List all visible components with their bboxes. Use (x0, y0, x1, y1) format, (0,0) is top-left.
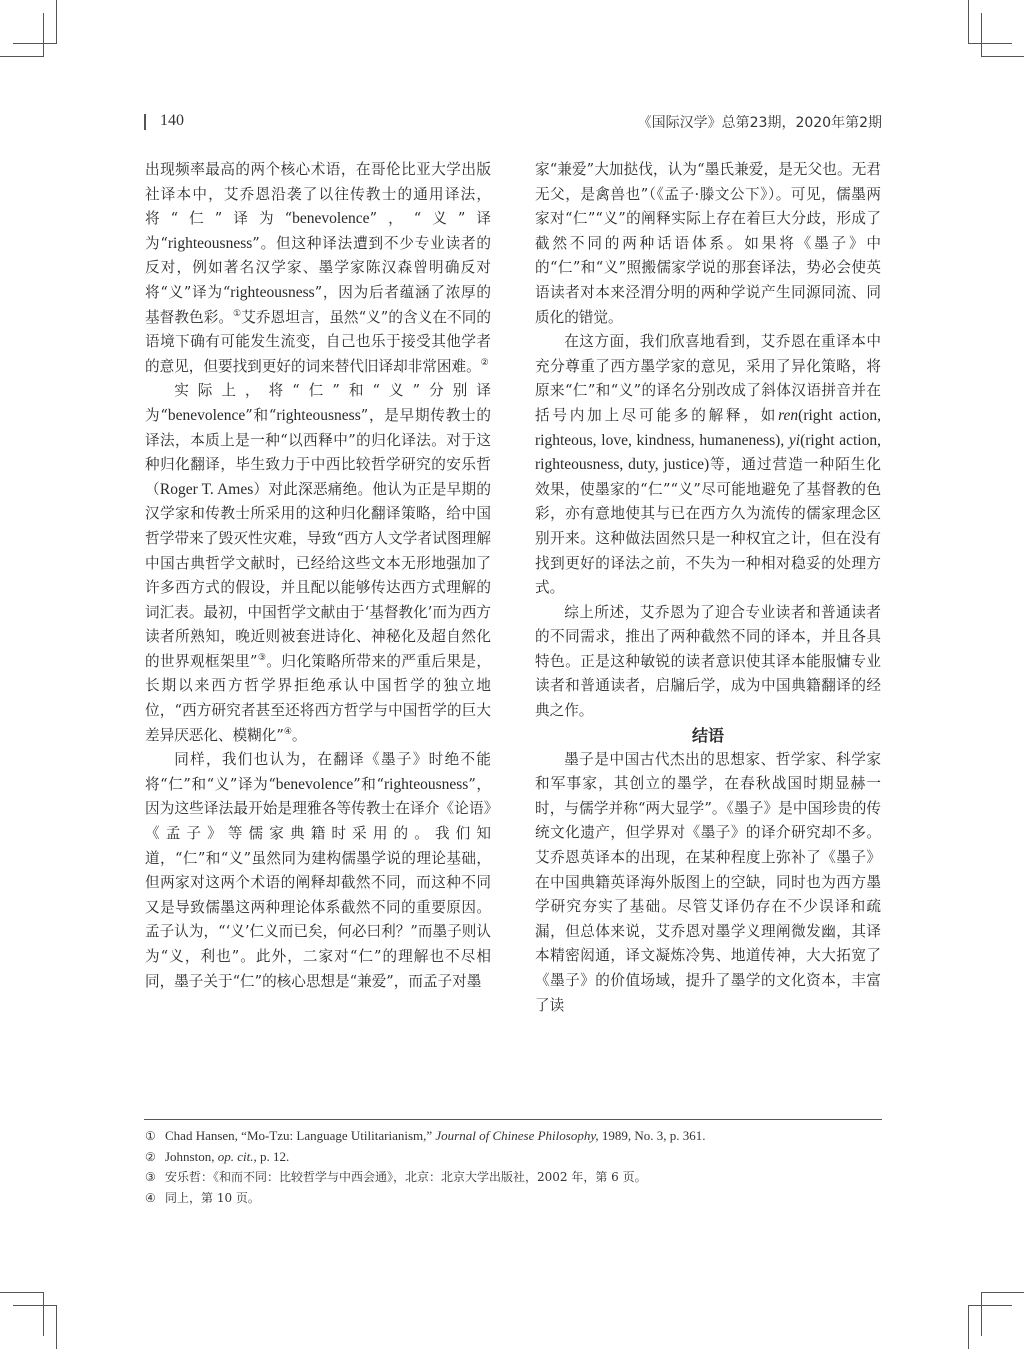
english-gloss: (right action, righteousness, duty, justice) (535, 431, 881, 474)
right-column (535, 158, 881, 1018)
running-head: 《国际汉学》总第23期，2020年第2期 (637, 115, 882, 131)
crop-mark-bottom-right-v (981, 1292, 982, 1336)
paragraph: 综上所述，艾乔恩为了迎合专业读者和普通读者的不同需求，推出了两种截然不同的译本，并且各具特色。正是这种敏锐的读者意识使其译本能服慵专业读者和普通读者，启牖后学，成为中国典籍翻译的经典之作。 (535, 603, 881, 720)
paragraph: 墨子是中国古代杰出的思想家、哲学家、科学家和军事家，其创立的墨学，在春秋战国时期显赫一时，与儒学并称“两大显学”。《墨子》是中国珍贵的传统文化遗产，但学界对《墨子》的译介研究却不多。艾乔恩英译本的出现，在某种程度上弥补了《墨子》在中国典籍英译海外版图上的空缺，同时也为西方墨学研究夯实了基础。尽管艾译仍存在不少误译和疏漏，但总体来说，艾乔恩对墨学义理阐微发幽，其译本精密闳通，译文凝炼冷隽、地道传神，大大拓宽了《墨子》的价值场域，提升了墨学的文化资本，丰富了读 (535, 750, 881, 1014)
text-run: 等，通过营造一种陌生化效果，使墨家的“仁”“义”尽可能地避免了基督教的色彩，亦有意地使其与已在西方久为流传的儒家理念区别开来。这种做法固然只是一种权宜之计，但在没有找到更好的译法之前，不失为一种相对稳妥的处理方式。 (535, 456, 881, 597)
paragraph (145, 748, 491, 994)
pinyin-term: ren (778, 406, 799, 424)
footnote (145, 1147, 885, 1168)
footnote-text (165, 1147, 289, 1168)
header-divider (144, 114, 146, 130)
text-run: ）对此深恶痛绝。他认为正是早期的汉学家和传教士所采用的这种归化翻译策略，给中国哲学带来了毁灭性灾难，导致“西方人文学者试图理解中国古典哲学文献时，已经给这些文本无形地强加了许多西方式的假设，并且配以能够传达西方式理解的词汇表。最初，中国哲学文献由于‘基督教化’而为西方读者所熟知，晚近则被套进诗化、神秘化及超自然化的世界观框架里” (145, 480, 491, 670)
text-run: 实际上，将“仁”和“义”分别译为“ (145, 382, 491, 424)
english-term: benevolence (275, 775, 354, 793)
english-term: righteousness (276, 406, 361, 424)
italic-abbrev: op. cit. (217, 1148, 254, 1164)
footnote-ref[interactable]: ③ (257, 652, 267, 663)
footnote-mark: ② (145, 1149, 156, 1164)
english-term: benevolence (167, 406, 246, 424)
text-run: ”，是早期传教士的译法，本质上是一种“以西释中”的归化译法。对于这种归化翻译，毕生致力于中西比较哲学研究的安乐哲（ (145, 406, 492, 498)
english-name: Roger T. Ames (159, 480, 254, 498)
crop-mark-bottom-left-h (0, 1292, 44, 1293)
text-run: ”，因为这些译法最开始是理雅各等传教士在译介《论语》《孟子》等儒家典籍时采用的。我们知道，“仁”和“义”虽然同为建构儒墨学说的理论基础，但两家对这两个术语的阐释却截然不同，而这种不同又是导致儒墨这两种理论体系截然不同的重要原因。孟子认为，“‘义’仁义而已矣，何必曰利？”而墨子则认为“义，利也”。此外，二家对“仁”的理解也不尽相同，墨子关于“仁”的核心思想是“兼爱”，而孟子对墨 (145, 775, 491, 990)
footnote (145, 1188, 885, 1209)
text-run: ”和“ (353, 775, 384, 793)
crop-mark-bottom-right-h (981, 1292, 1024, 1293)
text-run: ”，“义”译为“ (145, 210, 491, 252)
text-run: 1989, No. 3, p. 361. (598, 1128, 706, 1143)
crop-mark-top-left-v (56, 0, 57, 44)
text-run: 出现频率最高的两个核心术语，在哥伦比亚大学出版社译本中，艾乔恩沿袭了以往传教士的通用译法，将“仁”译为“ (145, 161, 491, 228)
crop-mark-top-right-v2 (981, 13, 982, 57)
paragraph (145, 158, 491, 379)
page-number: 140 (160, 112, 184, 129)
crop-mark-top-right-h2 (968, 43, 1012, 44)
paragraph (535, 330, 881, 601)
pinyin-term: yi (788, 431, 801, 449)
crop-mark-bottom-left-v (43, 1292, 44, 1336)
crop-mark-bottom-left-v2 (56, 1305, 57, 1349)
footnote-text: 同上，第 10 页。 (165, 1190, 260, 1205)
crop-mark-bottom-right-v2 (968, 1305, 969, 1349)
english-term: benevolence (292, 210, 370, 228)
english-term: righteousness (167, 234, 253, 252)
section-title: 结语 (691, 725, 724, 745)
crop-mark-top-left-v2 (43, 13, 44, 57)
crop-mark-bottom-right-h2 (968, 1305, 1012, 1306)
footnote (145, 1167, 885, 1188)
footnote-ref[interactable]: ④ (283, 726, 292, 737)
footnotes (145, 1126, 885, 1208)
crop-mark-top-right-h (981, 56, 1024, 57)
text-run: 。归化策略所带来的严重后果是，长期以来西方哲学界拒绝承认中国哲学的独立地位，“西方研究者甚至还将西方哲学与中国哲学的巨大差异厌恶化、模糊化” (145, 652, 491, 744)
paragraph: 家“兼爱”大加挞伐，认为“墨氏兼爱，是无父也。无君无父，是禽兽也”（《孟子·滕文公下》）。可见，儒墨两家对“仁”“义”的阐释实际上存在着巨大分歧，形成了截然不同的两种话语体系。如果将《墨子》中的“仁”和“义”照搬儒家学说的那套译法，势必会使英语读者对本来泾渭分明的两种学说产生同源同流、同质化的错觉。 (535, 161, 881, 326)
left-column (145, 158, 491, 994)
footnote-mark: ③ (145, 1170, 156, 1184)
footnote-mark: ① (145, 1129, 156, 1143)
text-run: Chad Hansen, “Mo-Tzu: Language Utilitarianism,” (165, 1128, 436, 1143)
english-term: righteousness (230, 283, 315, 301)
footnote-ref[interactable]: ② (480, 357, 489, 368)
text-run: 在这方面，我们欣喜地看到，艾乔恩在重译本中充分尊重了西方墨学家的意见，采用了异化策略，将原来“仁”和“义”的译名分别改成了斜体汉语拼音并在括号内加上尽可能多的解释，如 (535, 333, 881, 424)
footnote-text (165, 1126, 706, 1147)
text-run: , p. 12. (253, 1148, 290, 1164)
text-run: ”。但这种译法遭到不少专业读者的反对，例如著名汉学家、墨学家陈汉森曾明确反对将“义”译为“ (145, 234, 491, 301)
text-run: 同样，我们也认为，在翻译《墨子》时绝不能将“仁”和“义”译为“ (145, 751, 491, 793)
crop-mark-bottom-left-h2 (13, 1305, 57, 1306)
english-gloss: (right action, righteous, love, kindness, humaneness), (535, 406, 881, 449)
crop-mark-top-left-h2 (13, 43, 57, 44)
footnote-divider (144, 1119, 882, 1120)
text-run: 艾乔恩坦言，虽然“义”的含义在不同的语境下确有可能发生流变，自己也乐于接受其他学者的意见，但要找到更好的词来替代旧译却非常困难。 (145, 308, 491, 375)
crop-mark-top-right-v (968, 0, 969, 44)
text-run: ”和“ (245, 406, 277, 424)
text-run: 。 (291, 726, 307, 744)
text-run: ”，因为后者蕴涵了浓厚的基督教色彩。 (145, 283, 491, 326)
footnote-text: 安乐哲：《和而不同：比较哲学与中西会通》，北京：北京大学出版社，2002 年，第 6 页。 (165, 1170, 647, 1184)
footnote-mark: ④ (145, 1190, 156, 1205)
paragraph (145, 379, 491, 748)
english-term: righteousness (383, 775, 469, 793)
crop-mark-top-left-h (0, 56, 44, 57)
journal-title: Journal of Chinese Philosophy, (435, 1128, 599, 1143)
footnote (145, 1126, 885, 1147)
footnote-ref[interactable]: ① (233, 308, 242, 319)
text-run: Johnston, (165, 1148, 218, 1164)
